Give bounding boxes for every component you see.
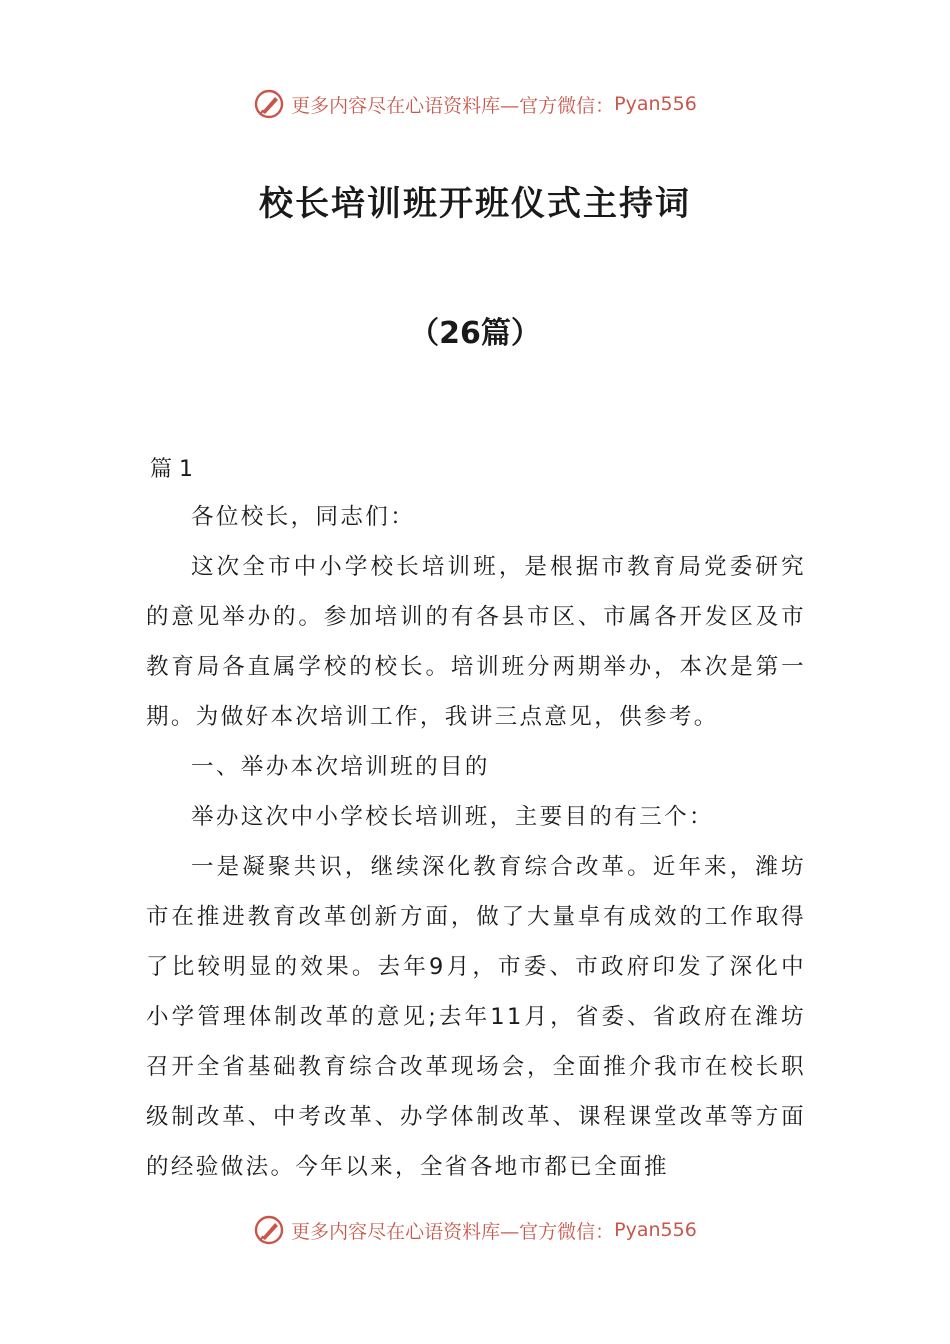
watermark-wechat-id: Pyan556: [614, 93, 697, 115]
document-title: 校长培训班开班仪式主持词: [259, 184, 691, 224]
quill-logo-icon: [253, 1214, 285, 1246]
document-subtitle: （26篇）: [409, 316, 541, 351]
watermark-footer: [0, 1210, 950, 1250]
document-body: [146, 492, 806, 1192]
paragraph-greeting: 各位校长，同志们：: [191, 504, 416, 530]
watermark-header: [0, 84, 950, 124]
quill-logo-icon: [253, 88, 285, 120]
paragraph-purpose: 举办这次中小学校长培训班，主要目的有三个：: [191, 804, 714, 830]
watermark-wechat-id: Pyan556: [614, 1219, 697, 1241]
section-label: 篇 1: [150, 457, 193, 482]
paragraph-point-1: 一是凝聚共识，继续深化教育综合改革。近年来，潍坊市在推进教育改革创新方面，做了大量卓有成效的工作取得了比较明显的效果。去年9月，市委、市政府印发了深化中小学管理体制改革的意见;去年11月，省委、省政府在潍坊召开全省基础教育综合改革现场会，全面推介我市在校长职级制改革、中考改革、办学体制改革、课程课堂改革等方面的经验做法。今年以来，全省各地市都已全面推: [146, 854, 806, 1180]
watermark-text: 更多内容尽在心语资料库—官方微信：: [291, 94, 615, 117]
paragraph-heading-1: 一、举办本次培训班的目的: [191, 754, 490, 780]
paragraph-intro: 这次全市中小学校长培训班，是根据市教育局党委研究的意见举办的。参加培训的有各县市区、市属各开发区及市教育局各直属学校的校长。培训班分两期举办，本次是第一期。为做好本次培训工作，我讲三点意见，供参考。: [146, 554, 806, 730]
watermark-text: 更多内容尽在心语资料库—官方微信：: [291, 1220, 615, 1243]
